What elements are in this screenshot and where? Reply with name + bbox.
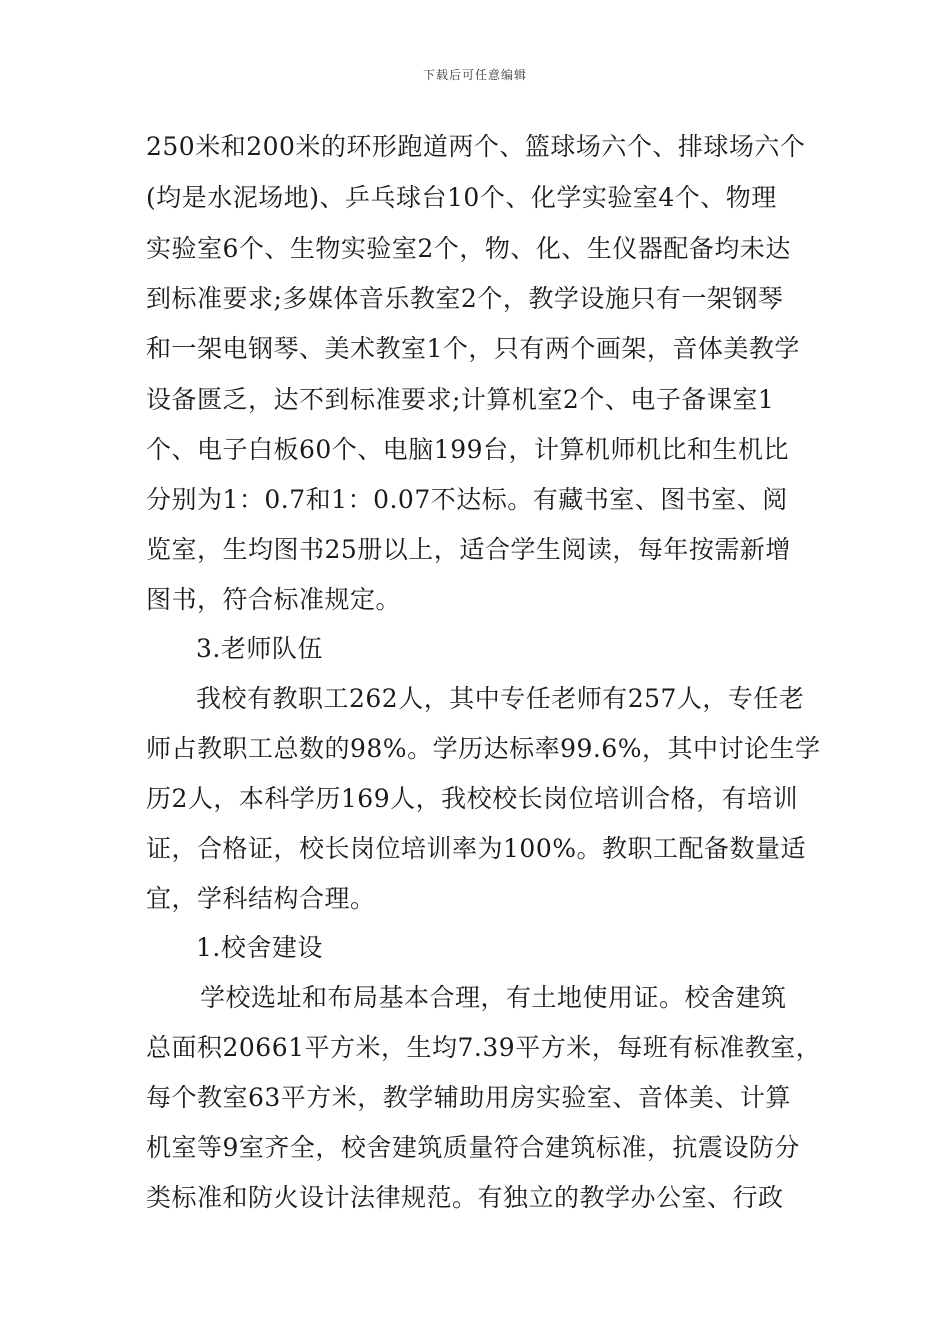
body-line: 每个教室63平方米，教学辅助用房实验室、音体美、计算 <box>146 1083 791 1112</box>
body-line: 设备匮乏，达不到标准要求;计算机室2个、电子备课室1 <box>146 385 775 414</box>
body-line: 和一架电钢琴、美术教室1个，只有两个画架，音体美教学 <box>146 334 800 363</box>
body-line: 个、电子白板60个、电脑199台，计算机师机比和生机比 <box>146 435 790 464</box>
header-note: 下载后可任意编辑 <box>422 68 527 82</box>
body-line: 学校选址和布局基本合理，有土地使用证。校舍建筑 <box>200 983 787 1012</box>
body-line: 览室，生均图书25册以上，适合学生阅读，每年按需新增 <box>146 535 791 564</box>
body-line: 宜，学科结构合理。 <box>146 884 376 913</box>
section-heading: 1.校舍建设 <box>196 933 323 962</box>
body-line: 证，合格证，校长岗位培训率为100%。教职工配备数量适 <box>146 834 806 863</box>
body-line: 机室等9室齐全，校舍建筑质量符合建筑标准，抗震设防分 <box>146 1133 800 1162</box>
body-line: 类标准和防火设计法律规范。有独立的教学办公室、行政 <box>146 1183 784 1212</box>
body-line: 250米和200米的环形跑道两个、篮球场六个、排球场六个 <box>146 132 806 161</box>
section-heading: 3.老师队伍 <box>196 634 323 663</box>
body-line: (均是水泥场地)、乒乓球台10个、化学实验室4个、物理 <box>146 183 777 212</box>
body-line: 我校有教职工262人，其中专任老师有257人，专任老 <box>196 684 805 713</box>
body-line: 实验室6个、生物实验室2个，物、化、生仪器配备均未达 <box>146 234 791 263</box>
body-line: 师占教职工总数的98%。学历达标率99.6%，其中讨论生学 <box>146 734 821 763</box>
body-line: 总面积20661平方米，生均7.39平方米，每班有标准教室， <box>146 1033 822 1062</box>
body-line: 图书，符合标准规定。 <box>146 585 402 614</box>
body-line: 历2人，本科学历169人，我校校长岗位培训合格，有培训 <box>146 784 799 813</box>
body-line: 到标准要求;多媒体音乐教室2个，教学设施只有一架钢琴 <box>146 284 784 313</box>
body-line: 分别为1：0.7和1：0.07不达标。有藏书室、图书室、阅 <box>146 485 788 514</box>
